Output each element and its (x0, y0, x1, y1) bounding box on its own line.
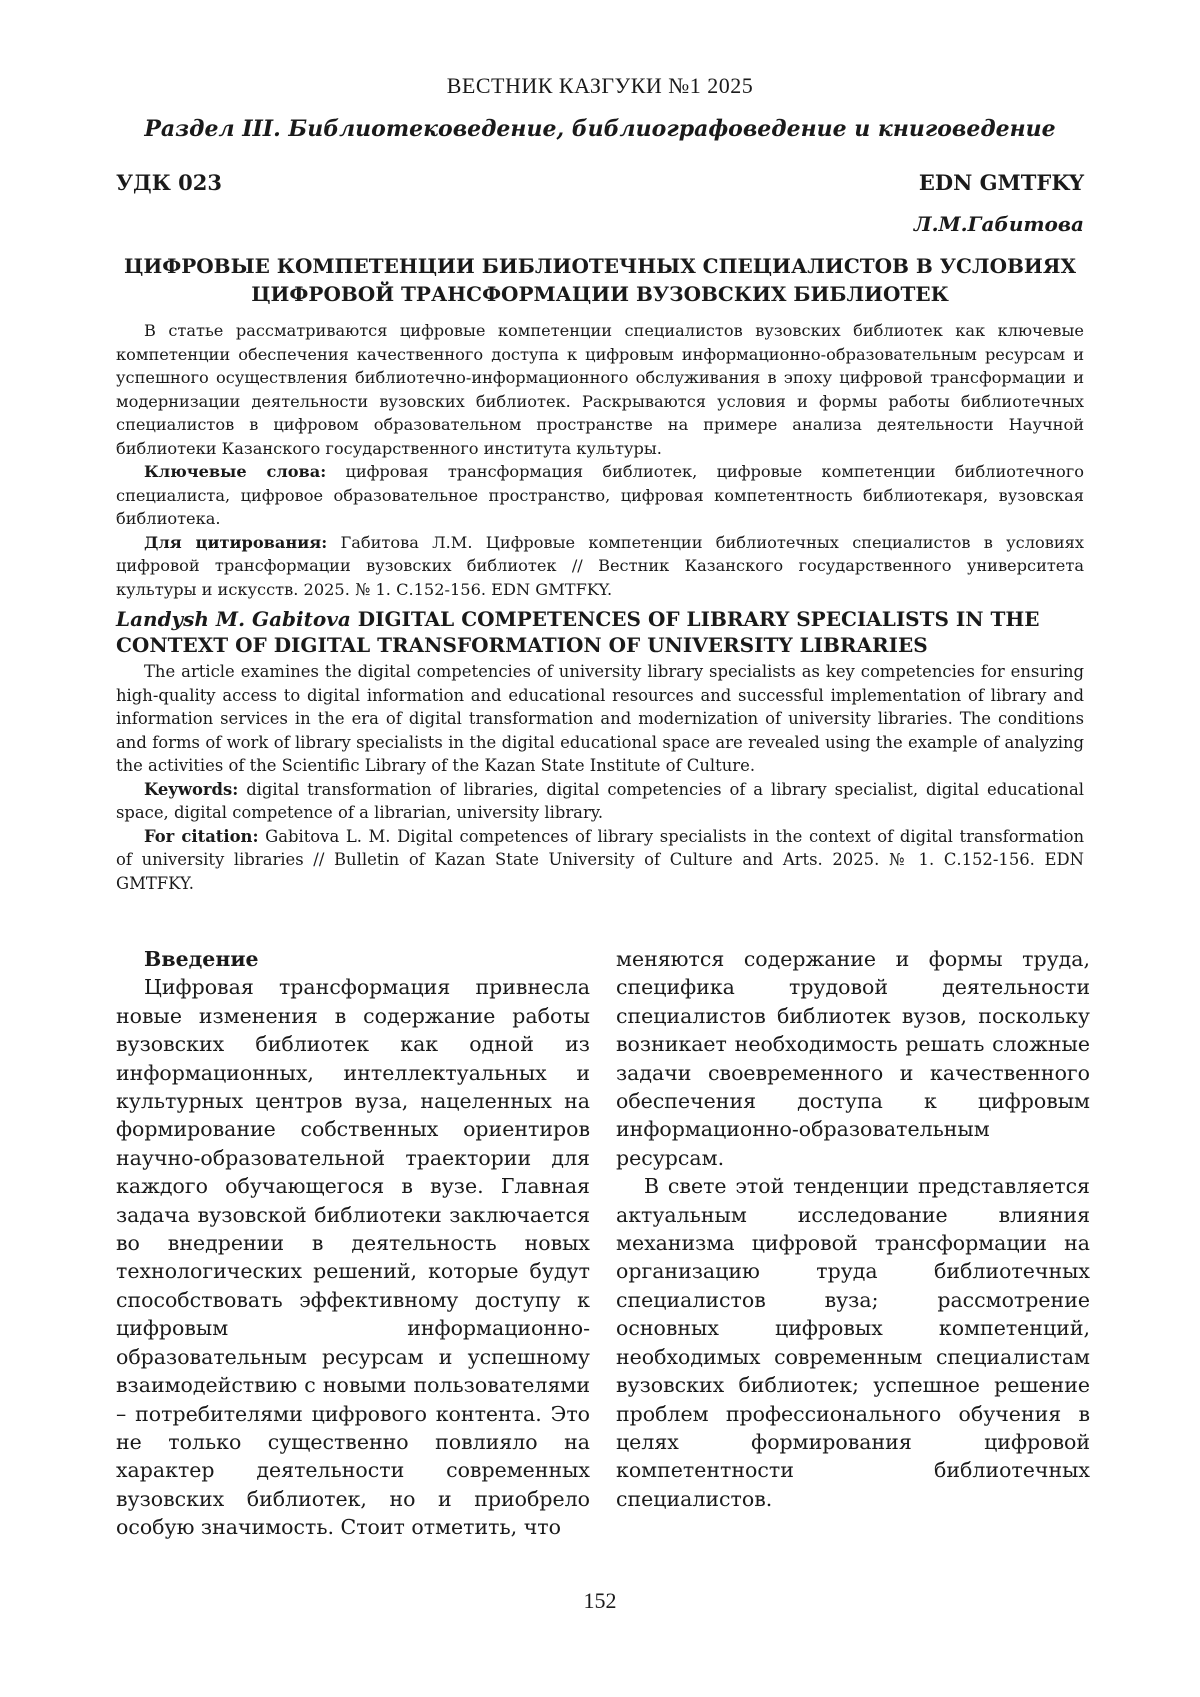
keywords-en (116, 778, 1084, 825)
trend-paragraph: В свете этой тенденции представляется актуальным исследование влияния механизма цифровой трансформации на организацию труда библиотечных специалистов вуза; рассмотрение основных цифровых компетенций, необходимых современным специалистам вузовских библиотек; успешное решение проблем профессионального обучения в целях формирования цифровой компетентности библиотечных специалистов. (616, 1174, 1090, 1511)
citation-ru (116, 531, 1084, 602)
keywords-ru (116, 460, 1084, 531)
citation-ru-text: Габитова Л.М. Цифровые компетенции библиотечных специалистов в условиях цифровой трансформации вузовских библиотек // Вестник Казанского государственного университета культуры и искусств. 2025. № 1. С.152-156. EDN GMTFKY. (116, 532, 1084, 599)
udk-code: УДК 023 (116, 170, 222, 195)
body-column-left (116, 945, 590, 1542)
abstract-ru-text: В статье рассматриваются цифровые компетенции специалистов вузовских библиотек как ключевые компетенции обеспечения качественного доступа к цифровым информационно-образовательным ресурсам и успешного осуществления библиотечно-информационного обслуживания в эпоху цифровой трансформации и модернизации деятельности вузовских библиотек. Раскрываются условия и формы работы библиотечных специалистов в цифровом образовательном пространстве на примере анализа деятельности Научной библиотеки Казанского государственного института культуры. (116, 321, 1084, 458)
abstract-en (116, 660, 1084, 895)
edn-code: EDN GMTFKY (918, 170, 1084, 195)
intro-heading: Введение (144, 947, 259, 971)
keywords-en-text: digital transformation of libraries, digital competencies of a library specialist, digital educational space, digital competence of a librarian, university library. (116, 779, 1084, 822)
citation-ru-label: Для цитирования: (144, 532, 328, 552)
section-title: Раздел III. Библиотековедение, библиографоведение и книговедение (144, 116, 1056, 142)
article-title-en (116, 606, 1084, 658)
title-en-text: DIGITAL COMPETENCES OF LIBRARY SPECIALISTS IN THE CONTEXT OF DIGITAL TRANSFORMATION OF UNIVERSITY LIBRARIES (116, 607, 1040, 657)
keywords-en-label: Keywords: (144, 779, 239, 799)
abstract-ru (116, 319, 1084, 601)
author-name: Л.М.Габитова (913, 212, 1084, 236)
citation-en (116, 825, 1084, 896)
citation-en-text: Gabitova L. M. Digital competences of library specialists in the context of digital transformation of university libraries // Bulletin of Kazan State University of Culture and Arts. 2025. № 1. С.152-156. EDN GMTFKY. (116, 826, 1085, 893)
title-ru-line-2: ЦИФРОВОЙ ТРАНСФОРМАЦИИ ВУЗОВСКИХ БИБЛИОТЕК (251, 282, 949, 306)
title-ru-line-1: ЦИФРОВЫЕ КОМПЕТЕНЦИИ БИБЛИОТЕЧНЫХ СПЕЦИАЛИСТОВ В УСЛОВИЯХ (124, 254, 1076, 278)
journal-header: ВЕСТНИК КАЗГУКИ №1 2025 (446, 73, 754, 98)
keywords-ru-label: Ключевые слова: (144, 462, 327, 481)
page-number: 152 (583, 1588, 617, 1613)
author-en: Landysh M. Gabitova (116, 607, 351, 631)
article-title-ru (116, 252, 1084, 308)
citation-en-label: For citation: (144, 826, 259, 846)
abstract-en-text: The article examines the digital competencies of university library specialists as key competencies for ensuring high-quality access to digital information and educational resources and successful implementation of library and information services in the era of digital transformation and modernization of university libraries. The conditions and forms of work of library specialists in the digital educational space are revealed using the example of analyzing the activities of the Scientific Library of the Kazan State Institute of Culture. (116, 662, 1084, 775)
keywords-ru-text: цифровая трансформация библиотек, цифровые компетенции библиотечного специалиста, цифровое образовательное пространство, цифровая компетентность библиотекаря, вузовская библиотека. (116, 462, 1085, 528)
intro-paragraph: Цифровая трансформация привнесла новые изменения в содержание работы вузовских библиотек как одной из информационных, интеллектуальных и культурных центров вуза, нацеленных на формирование собственных ориентиров научно-образовательной траектории для каждого обучающегося в вузе. Главная задача вузовской библиотеки заключается во внедрении в деятельность новых технологических решений, которые будут способствовать эффективному доступу к цифровым информационно-образовательным ресурсам и успешному взаимодействию с новыми пользователями – потребителями цифрового контента. Это не только существенно повлияло на характер деятельности современных вузовских библиотек, но и приобрело особую значимость. Стоит отметить, что (116, 975, 590, 1540)
body-column-right (616, 945, 1090, 1513)
continued-paragraph: меняются содержание и формы труда, специфика трудовой деятельности специалистов библиотек вузов, поскольку возникает необходимость решать сложные задачи своевременного и качественного обеспечения доступа к цифровым информационно-образовательным ресурсам. (616, 947, 1090, 1170)
